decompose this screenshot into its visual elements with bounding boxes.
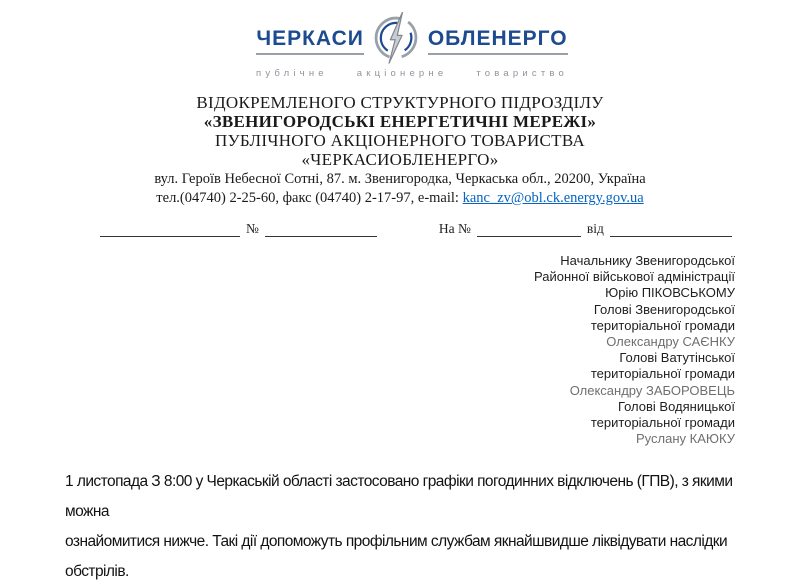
email-link[interactable]: kanc_zv@obl.ck.energy.gov.ua xyxy=(462,190,644,206)
heading-line-3: ПУБЛІЧНОГО АКЦІОНЕРНОГО ТОВАРИСТВА xyxy=(215,131,585,150)
recipient-line: Олександру САЄНКУ xyxy=(606,334,735,350)
recipient-line: Руслану КАЮКУ xyxy=(636,431,735,447)
letter-body xyxy=(65,467,776,587)
recipient-line: Голові Водяницької xyxy=(617,398,735,414)
recipient-line: Районної військової адміністрації xyxy=(534,269,735,285)
recipient-line: територіальної громади xyxy=(590,415,735,431)
heading-line-2: «ЗВЕНИГОРОДСЬКІ ЕНЕРГЕТИЧНІ МЕРЕЖІ» xyxy=(203,112,597,131)
letterhead-heading xyxy=(0,93,800,207)
recipient-line: Начальнику Звенигородської xyxy=(560,253,735,268)
brand-word-oblenergo: ОБЛЕНЕРГО xyxy=(428,27,568,54)
outgoing-number-blank xyxy=(265,222,377,237)
lightning-bolt-icon xyxy=(370,12,422,64)
number-label: № xyxy=(246,221,259,236)
recipient-line: Голові Звенигородської xyxy=(593,301,735,317)
heading-line-4: «ЧЕРКАСИОБЛЕНЕРГО» xyxy=(301,150,499,169)
body-line: ознайомитися нижче. Такі дії допоможуть профільним службам якнайшвидше ліквідувати наслідки xyxy=(65,533,728,551)
recipient-line: територіальної громади xyxy=(590,366,735,382)
contacts-text: тел.(04740) 2-25-60, факс (04740) 2-17-97, e-mail: xyxy=(156,190,463,206)
recipient-line: Олександру ЗАБОРОВЕЦЬ xyxy=(569,382,735,398)
recipient-line: територіальної громади xyxy=(590,317,735,333)
reply-date-blank xyxy=(610,222,732,237)
contacts-line xyxy=(0,189,800,207)
body-line: 1 листопада З 8:00 у Черкаській області застосовано графіки погодинних відключень (ГПВ), з якими можна xyxy=(65,473,733,521)
reply-number-label: На № xyxy=(438,221,471,236)
brand-tagline: публічне акціонерне товариство xyxy=(256,68,568,79)
reply-number-blank xyxy=(477,222,581,237)
company-logo xyxy=(12,18,800,79)
reply-date-label: від xyxy=(586,221,604,236)
reference-line xyxy=(100,221,740,237)
recipient-line: Голові Ватутінської xyxy=(619,350,735,366)
recipient-block xyxy=(0,253,735,447)
address-line: вул. Героїв Небесної Сотні, 87. м. Звенигородка, Черкаська обл., 20200, Україна xyxy=(154,171,646,187)
recipient-line: Юрію ПІКОВСЬКОМУ xyxy=(605,285,735,301)
brand-word-cherkasy: ЧЕРКАСИ xyxy=(256,27,364,54)
body-line: обстрілів. xyxy=(65,563,129,581)
outgoing-date-blank xyxy=(100,222,240,237)
heading-line-1: ВІДОКРЕМЛЕНОГО СТРУКТУРНОГО ПІДРОЗДІЛУ xyxy=(196,93,604,112)
